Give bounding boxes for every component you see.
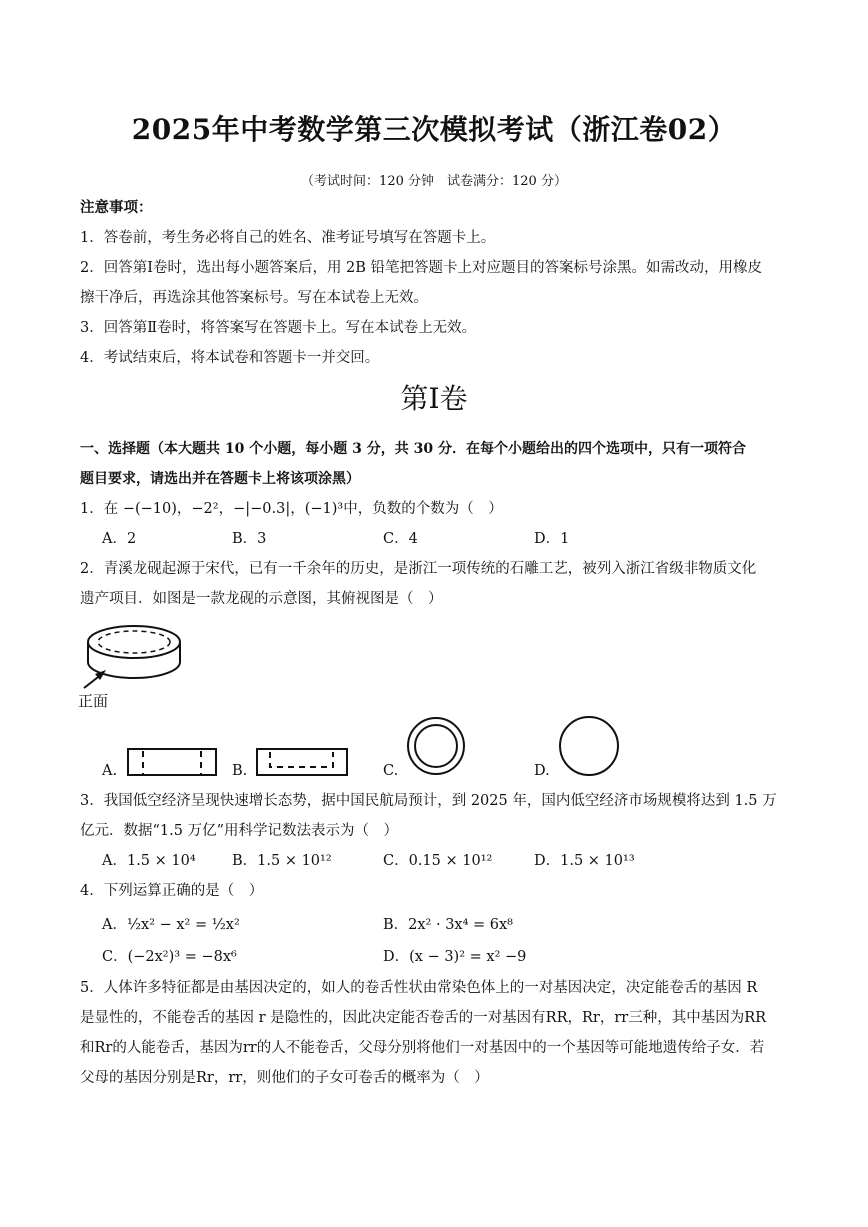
question-5-line3: 和Rr的人能卷舌，基因为rr的人不能卷舌，父母分别将他们一对基因中的一个基因等可能地遗传给子女．若 [80, 1040, 765, 1056]
q3-option-a: A．1.5 × 10⁴ [102, 853, 196, 869]
question-5-line1: 5．人体许多特征都是由基因决定的，如人的卷舌性状由常染色体上的一对基因决定，决定能卷舌的基因 R [80, 980, 758, 996]
q1-option-d: D．1 [534, 531, 570, 547]
notes-heading: 注意事项： [80, 199, 153, 216]
question-3-line2: 亿元．数据“1.5 万亿”用科学记数法表示为（ ） [80, 823, 398, 839]
q2-option-c-figure [406, 716, 466, 776]
q2-option-b: B. [232, 763, 248, 779]
note-item: 擦干净后，再选涂其他答案标号。写在本试卷上无效。 [80, 290, 428, 306]
q4-option-c: C．(−2x²)³ = −8x⁶ [102, 949, 237, 965]
question-2-line2: 遗产项目．如图是一款龙砚的示意图，其俯视图是（ ） [80, 591, 443, 607]
note-item: 4．考试结束后，将本试卷和答题卡一并交回。 [80, 350, 380, 366]
part1-heading-cont: 题目要求，请选出并在答题卡上将该项涂黑） [80, 471, 360, 487]
question-2-line1: 2．青溪龙砚起源于宋代，已有一千余年的历史，是浙江一项传统的石雕工艺，被列入浙江省级非物质文化 [80, 561, 757, 577]
question-5-line4: 父母的基因分别是Rr，rr，则他们的子女可卷舌的概率为（ ） [80, 1070, 489, 1086]
question-3-line1: 3．我国低空经济呈现快速增长态势，据中国民航局预计，到 2025 年，国内低空经济市场规模将达到 1.5 万 [80, 793, 777, 809]
q3-option-b: B．1.5 × 10¹² [232, 853, 332, 869]
q4-option-d: D．(x − 3)² = x² −9 [383, 949, 527, 965]
q2-option-c: C. [383, 763, 399, 779]
q2-option-a: A. [102, 763, 118, 779]
inkstone-top-inner [98, 631, 170, 653]
q2-option-d: D. [534, 763, 550, 779]
question-1-stem: 1．在 −(−10)，−2²，−|−0.3|，(−1)³中，负数的个数为（ ） [80, 501, 503, 517]
option-b-dash-path [270, 752, 333, 767]
q1-option-b: B．3 [232, 531, 267, 547]
q1-option-c: C．4 [383, 531, 418, 547]
q2-option-a-figure [126, 747, 220, 779]
q4-option-b: B．2x² · 3x⁴ = 6x⁸ [383, 917, 513, 933]
question-5-line2: 是显性的，不能卷舌的基因 r 是隐性的，因此决定能否卷舌的一对基因有RR，Rr，rr三种，其中基因为RR [80, 1010, 767, 1026]
section-title: 第Ⅰ卷 [400, 382, 468, 415]
part1-heading: 一、选择题（本大题共 10 个小题，每小题 3 分，共 30 分．在每个小题给出的四个选项中，只有一项符合 [80, 441, 746, 457]
option-c-outer-circle [408, 718, 464, 774]
note-item: 3．回答第Ⅱ卷时，将答案写在答题卡上。写在本试卷上无效。 [80, 320, 477, 336]
q1-option-a: A．2 [102, 531, 137, 547]
q2-option-d-figure [558, 716, 620, 778]
q2-option-b-figure [255, 747, 351, 779]
option-d-circle [560, 717, 618, 775]
q3-option-c: C．0.15 × 10¹² [383, 853, 493, 869]
note-item: 1．答卷前，考生务必将自己的姓名、准考证号填写在答题卡上。 [80, 230, 496, 246]
exam-title: 2025年中考数学第三次模拟考试（浙江卷02） [131, 113, 737, 146]
exam-subtitle: （考试时间：120 分钟 试卷满分：120 分） [301, 174, 567, 189]
option-c-inner-circle [415, 725, 457, 767]
q3-option-d: D．1.5 × 10¹³ [534, 853, 635, 869]
q4-option-a: A．½x² − x² = ½x² [102, 917, 240, 933]
note-item: 2．回答第Ⅰ卷时，选出每小题答案后，用 2B 铅笔把答题卡上对应题目的答案标号涂黑。如需改动，用橡皮 [80, 260, 763, 276]
option-a-rect [128, 749, 216, 775]
question-4-stem: 4．下列运算正确的是（ ） [80, 883, 264, 899]
front-label: 正面 [78, 692, 109, 710]
